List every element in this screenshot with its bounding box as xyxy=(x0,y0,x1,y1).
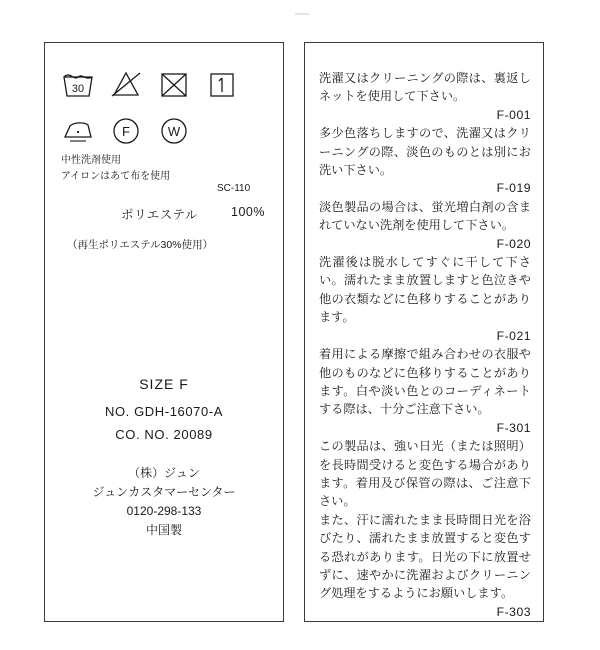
dry-clean-letter: F xyxy=(122,124,130,139)
customer-phone: 0120-298-133 xyxy=(126,504,202,518)
instruction-paragraph xyxy=(319,198,531,253)
country-of-origin: 中国製 xyxy=(145,523,182,537)
instruction-code: F-021 xyxy=(496,328,531,343)
product-info-block xyxy=(45,376,283,540)
instruction-paragraph xyxy=(319,69,531,124)
wet-clean-letter: W xyxy=(167,124,181,139)
instruction-code: F-020 xyxy=(496,236,531,251)
instruction-text: 多少色落ちしますので、洗濯又はクリーニングの際、淡色のものとは別にお洗い下さい。 xyxy=(319,126,531,178)
scan-artifact xyxy=(295,13,309,15)
wash-temp-value: 30 xyxy=(71,83,85,95)
size-label: SIZE F xyxy=(139,376,189,392)
dry-clean-f-symbol xyxy=(109,113,143,147)
company-name: （株）ジュン xyxy=(128,466,200,480)
instruction-code: F-019 xyxy=(496,181,531,196)
no-bleach-symbol xyxy=(109,67,143,101)
instructions-list xyxy=(319,69,531,621)
instruction-code: F-303 xyxy=(496,604,531,619)
instruction-text: 洗濯又はクリーニングの際は、裏返しネットを使用して下さい。 xyxy=(319,71,531,104)
instruction-paragraph xyxy=(319,511,531,621)
instruction-code: F-301 xyxy=(496,420,531,435)
wet-clean-w-symbol xyxy=(157,113,191,147)
instruction-text: 洗濯後は脱水してすぐに干して下さい。濡れたまま放置しますと色泣きや他の衣類などに色移りすることがあります。 xyxy=(319,255,531,325)
fiber-percent: 100% xyxy=(231,205,265,219)
instruction-text: この製品は、強い日光（または照明）を長時間受けると変色する場合があります。着用及び保管の際は、ご注意下さい。 xyxy=(319,439,531,509)
fiber-note: （再生ポリエステル30%使用） xyxy=(67,239,214,251)
instruction-code: F-001 xyxy=(496,107,531,122)
instruction-text: 淡色製品の場合は、蛍光増白剤の含まれていない洗剤を使用して下さい。 xyxy=(319,199,531,233)
product-number: NO. GDH-16070-A xyxy=(104,404,224,419)
instruction-text: また、汗に濡れたまま長時間日光を浴びたり、濡れたまま放置すると変色する恐れがあります。日光の下に放置せずに、速やかに洗濯およびクリーニング処理をするようにお願いします。 xyxy=(319,512,531,601)
fiber-name: ポリエステル xyxy=(121,208,198,222)
care-note-1: 中性洗剤使用 xyxy=(61,155,121,166)
care-note-2: アイロンはあて布を使用 xyxy=(61,171,171,182)
customer-center: ジュンカスタマーセンター xyxy=(92,485,236,499)
instruction-paragraph xyxy=(319,253,531,345)
instruction-paragraph xyxy=(319,124,531,198)
instruction-paragraph xyxy=(319,437,531,511)
instruction-paragraph xyxy=(319,345,531,437)
no-tumble-dry-symbol xyxy=(157,67,191,101)
right-instructions-panel xyxy=(304,42,544,622)
left-care-label-panel xyxy=(44,42,284,622)
label-code: SC-110 xyxy=(217,183,251,194)
iron-low-symbol xyxy=(61,113,95,147)
care-symbol-row-2 xyxy=(61,113,205,147)
wash-30-symbol xyxy=(61,67,95,101)
instruction-text: 着用による摩擦で組み合わせの衣服や他のものなどに色移りすることがあります。白や淡い色とのコーディネートする際は、十分ご注意下さい。 xyxy=(319,347,531,417)
care-symbol-row-1 xyxy=(61,67,253,101)
color-number: CO. NO. 20089 xyxy=(115,427,213,442)
drip-dry-symbol xyxy=(205,67,239,101)
